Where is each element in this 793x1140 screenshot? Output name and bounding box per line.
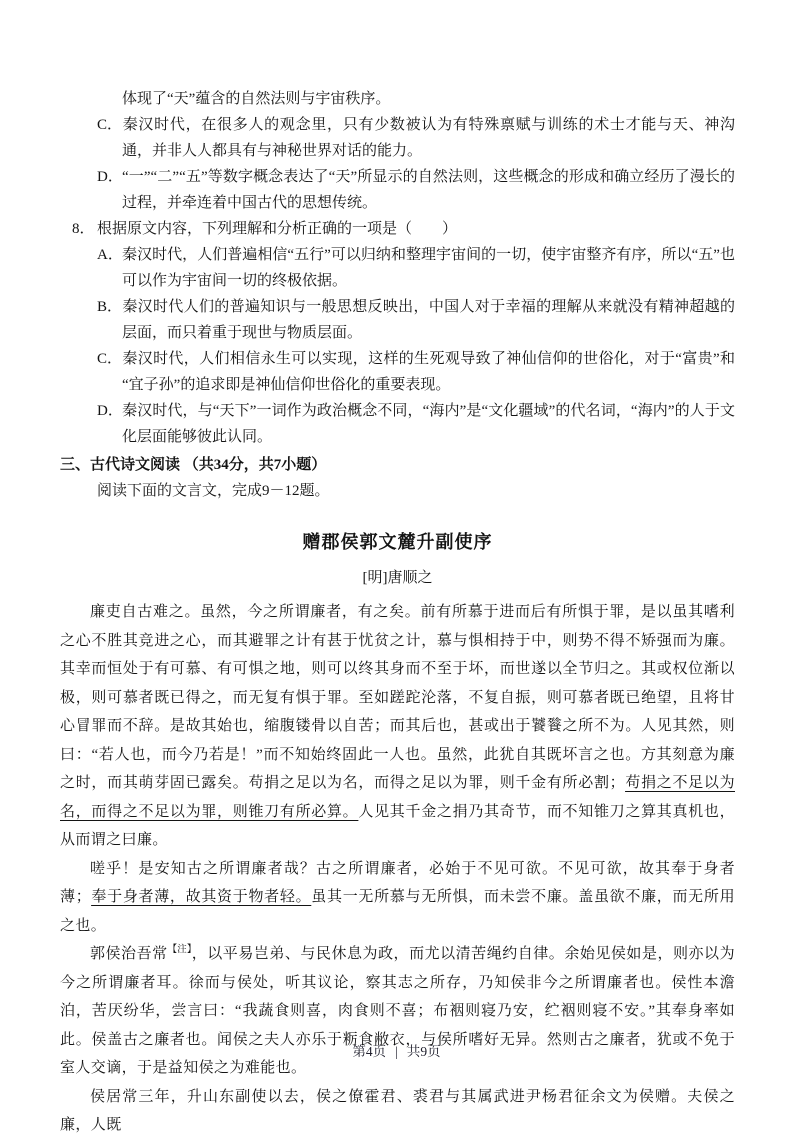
option-label: A． [97,247,123,263]
passage-text: 嗟乎！是安知古之所谓廉者哉？古之所谓廉者，必始于不见可欲。不见可欲，故其奉于身者薄； [60,860,735,905]
option-text: 秦汉时代，在很多人的观念里，只有少数被认为有特殊禀赋与训练的术士才能与天、神沟通，并非人人都具有与神秘世界对话的能力。 [122,117,735,159]
total-pages: 共9页 [406,1044,441,1059]
option-label: C． [97,351,123,367]
option-text: 秦汉时代，人们相信永生可以实现，这样的生死观导致了神仙信仰的世俗化，对于“富贵”和“宜子孙”的追求即是神仙信仰世俗化的重要表现。 [122,351,735,393]
passage-text: 廉吏自古难之。虽然，今之所谓廉者，有之矣。前有所慕于进而后有所惧于罪，是以虽其嗜利之心不胜其竞进之心，而其避罪之计有甚于忧贫之计，慕与惧相持于中，则势不得不矫强而为廉。其幸而恒处于有可慕、有可惧之地，则可以终其身而不至于坏，而世遂以全节归之。其或权位渐以极，则可慕者既已得之，而无复有惧于罪。至如蹉跎沦落，不复自振，则可慕者既已绝望，且将甘心冒罪而不辞。是故其始也，缩腹镂骨以自苦；而其后也，甚或出于饕餮之所不为。人见其然，则曰：“若人也，而今乃若是！”而不知始终固此一人也。虽然，此犹自其既坏言之也。方其刻意为廉之时，而其萌芽固已露矣。苟捐之足以为名，而得之足以为罪，则千金有所必割； [60,604,735,791]
question7-option-d [97,164,735,216]
multiple-choice-area [60,86,735,504]
question8-stem [72,216,735,242]
passage-paragraph-1 [60,598,735,855]
option-text: “一”“二”“五”等数字概念表达了“天”所显示的自然法则，这些概念的形成和确立经历了漫长的过程，并牵连着中国古代的思想传统。 [122,169,735,211]
question8-option-d [97,398,735,450]
question-stem-text: 根据原文内容，下列理解和分析正确的一项是（ ） [97,221,458,237]
option-text: 秦汉时代，与“天下”一词作为政治概念不同，“海内”是“文化疆域”的代名词，“海内”的人于文化层面能够彼此认同。 [122,403,735,445]
footnote-marker: 【注】 [167,945,192,955]
question8-option-a [97,242,735,294]
passage-text: 郭侯治吾常 [90,946,168,962]
passage-paragraph-2 [60,855,735,941]
passage-text: 人见其千金之捐乃其奇节，而不知锥刀之算其真机也，从而谓之曰廉。 [60,803,735,848]
underlined-sentence: 苟捐之不足以为名，而得之不足以为罪，则锥刀有所必算。 [60,775,735,820]
option-label: B． [97,299,123,315]
passage-author: [明]唐顺之 [362,570,433,586]
underlined-sentence: 奉于身者薄，故其资于物者轻。 [91,889,312,905]
passage-text: 虽其一无所慕与无所惧，而未尝不廉。盖虽欲不廉，而无所用之也。 [60,889,735,934]
question8-option-b [97,294,735,346]
option-label: D． [97,169,123,185]
page-footer [0,1040,793,1060]
option-text: 秦汉时代人们的普遍知识与一般思想反映出，中国人对于幸福的理解从来就没有精神超越的层面，而只着重于现世与物质层面。 [122,299,735,341]
reading-instruction: 阅读下面的文言文，完成9－12题。 [97,483,330,499]
question7-option-c [97,112,735,164]
page-number: 第4页 [352,1044,387,1059]
footer-separator: | [395,1044,398,1059]
question-number: 8． [72,221,95,237]
passage-text: ，以平易岂弟、与民休息为政，而尤以清苦绳约自律。余始见侯如是，则亦以为今之所谓廉者耳。徐而与侯处，听其议论，察其志之所存，乃知侯非今之所谓廉者也。侯性本澹泊，苦厌纷华，尝言曰：“我蔬食则喜，肉食则不喜；布裀则寝乃安，纻裀则寝不安。”其奉身率如此。侯盖古之廉者也。闻侯之夫人亦乐于粝食敝衣，与侯所嗜好无异。然则古之廉者，犹或不免于室人交谪，于是益知侯之为难能也。 [60,946,735,1076]
passage-title: 赠郡侯郭文麓升副使序 [302,532,493,552]
question8-option-c [97,346,735,398]
question7-option-continuation: 体现了“天”蕴含的自然法则与宇宙秩序。 [122,91,391,107]
option-text: 秦汉时代，人们普遍相信“五行”可以归纳和整理宇宙间的一切，使宇宙整齐有序，所以“五”也可以作为宇宙间一切的终极依据。 [122,247,735,289]
option-label: C． [97,117,123,133]
section-heading: 三、古代诗文阅读 （共34分，共7小题） [60,457,327,473]
option-label: D． [97,403,123,419]
passage-text: 侯居常三年，升山东副使以去，侯之僚霍君、裘君与其属武进尹杨君征余文为侯赠。夫侯之廉，人既 [60,1088,735,1133]
passage-paragraph-3 [60,940,735,1083]
passage-paragraph-4 [60,1083,735,1140]
